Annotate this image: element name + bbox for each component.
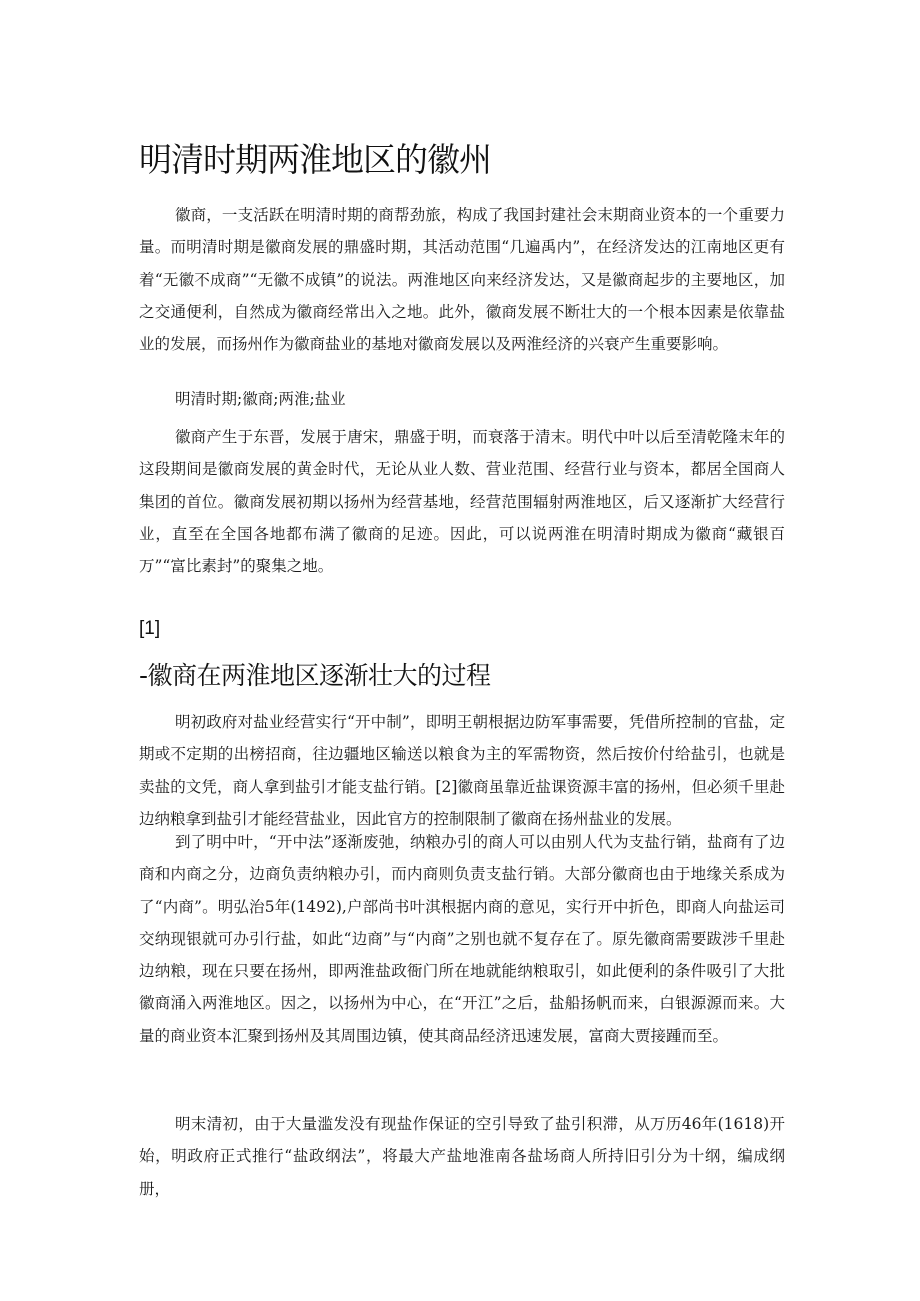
section-paragraph-3: 明末清初，由于大量滥发没有现盐作保证的空引导致了盐引积滞，从万历46年(1618)开始，明政府正式推行“盐政纲法”，将最大产盐地淮南各盐场商人所持旧引分为十纲，编成纲册， <box>139 1115 785 1198</box>
section-paragraph-1: 明初政府对盐业经营实行“开中制”，即明王朝根据边防军事需要，凭借所控制的官盐，定期或不定期的出榜招商，往边疆地区输送以粮食为主的军需物资，然后按价付给盐引，也就是卖盐的文凭，商人拿到盐引才能支盐行销。[2]徽商虽靠近盐课资源丰富的扬州，但必须千里赴边纳粮拿到盐引才能经营盐业，因此官方的控制限制了徽商在扬州盐业的发展。 <box>139 713 785 828</box>
section-paragraph-2: 到了明中叶，“开中法”逐渐废弛，纳粮办引的商人可以由别人代为支盐行销，盐商有了边商和内商之分，边商负责纳粮办引，而内商则负责支盐行销。大部分徽商也由于地缘关系成为了“内商”。明弘治5年(1492),户部尚书叶淇根据内商的意见，实行开中折色，即商人向盐运司交纳现银就可办引行盐，如此“边商”与“内商”之别也就不复存在了。原先徽商需要跋涉千里赴边纳粮，现在只要在扬州，即两淮盐政衙门所在地就能纳粮取引，如此便利的条件吸引了大批徽商涌入两淮地区。因之，以扬州为中心，在“开江”之后，盐船扬帆而来，白银源源而来。大量的商业资本汇聚到扬州及其周围边镇，使其商品经济迅速发展，富商大贾接踵而至。 <box>139 833 785 1045</box>
keywords-line: 明清时期;徽商;两淮;盐业 <box>175 390 346 408</box>
abstract-paragraph: 徽商，一支活跃在明清时期的商帮劲旅，构成了我国封建社会末期商业资本的一个重要力量。而明清时期是徽商发展的鼎盛时期，其活动范围“几遍禹内”，在经济发达的江南地区更有着“无徽不成商”“无徽不成镇”的说法。两淮地区向来经济发达，又是徽商起步的主要地区，加之交通便利，自然成为徽商经常出入之地。此外，徽商发展不断壮大的一个根本因素是依靠盐业的发展，而扬州作为徽商盐业的基地对徽商发展以及两淮经济的兴衰产生重要影响。 <box>139 206 785 354</box>
reference-marker: [1] <box>139 618 161 639</box>
section-heading: -徽商在两淮地区逐渐壮大的过程 <box>139 661 491 690</box>
document-title: 明清时期两淮地区的徽州 <box>139 140 491 179</box>
intro-paragraph: 徽商产生于东晋，发展于唐宋，鼎盛于明，而衰落于清末。明代中叶以后至清乾隆末年的这段期间是徽商发展的黄金时代，无论从业人数、营业范围、经营行业与资本，都居全国商人集团的首位。徽商发展初期以扬州为经营基地，经营范围辐射两淮地区，后又逐渐扩大经营行业，直至在全国各地都布满了徽商的足迹。因此，可以说两淮在明清时期成为徽商“藏银百万”“富比素封”的聚集之地。 <box>139 428 785 576</box>
